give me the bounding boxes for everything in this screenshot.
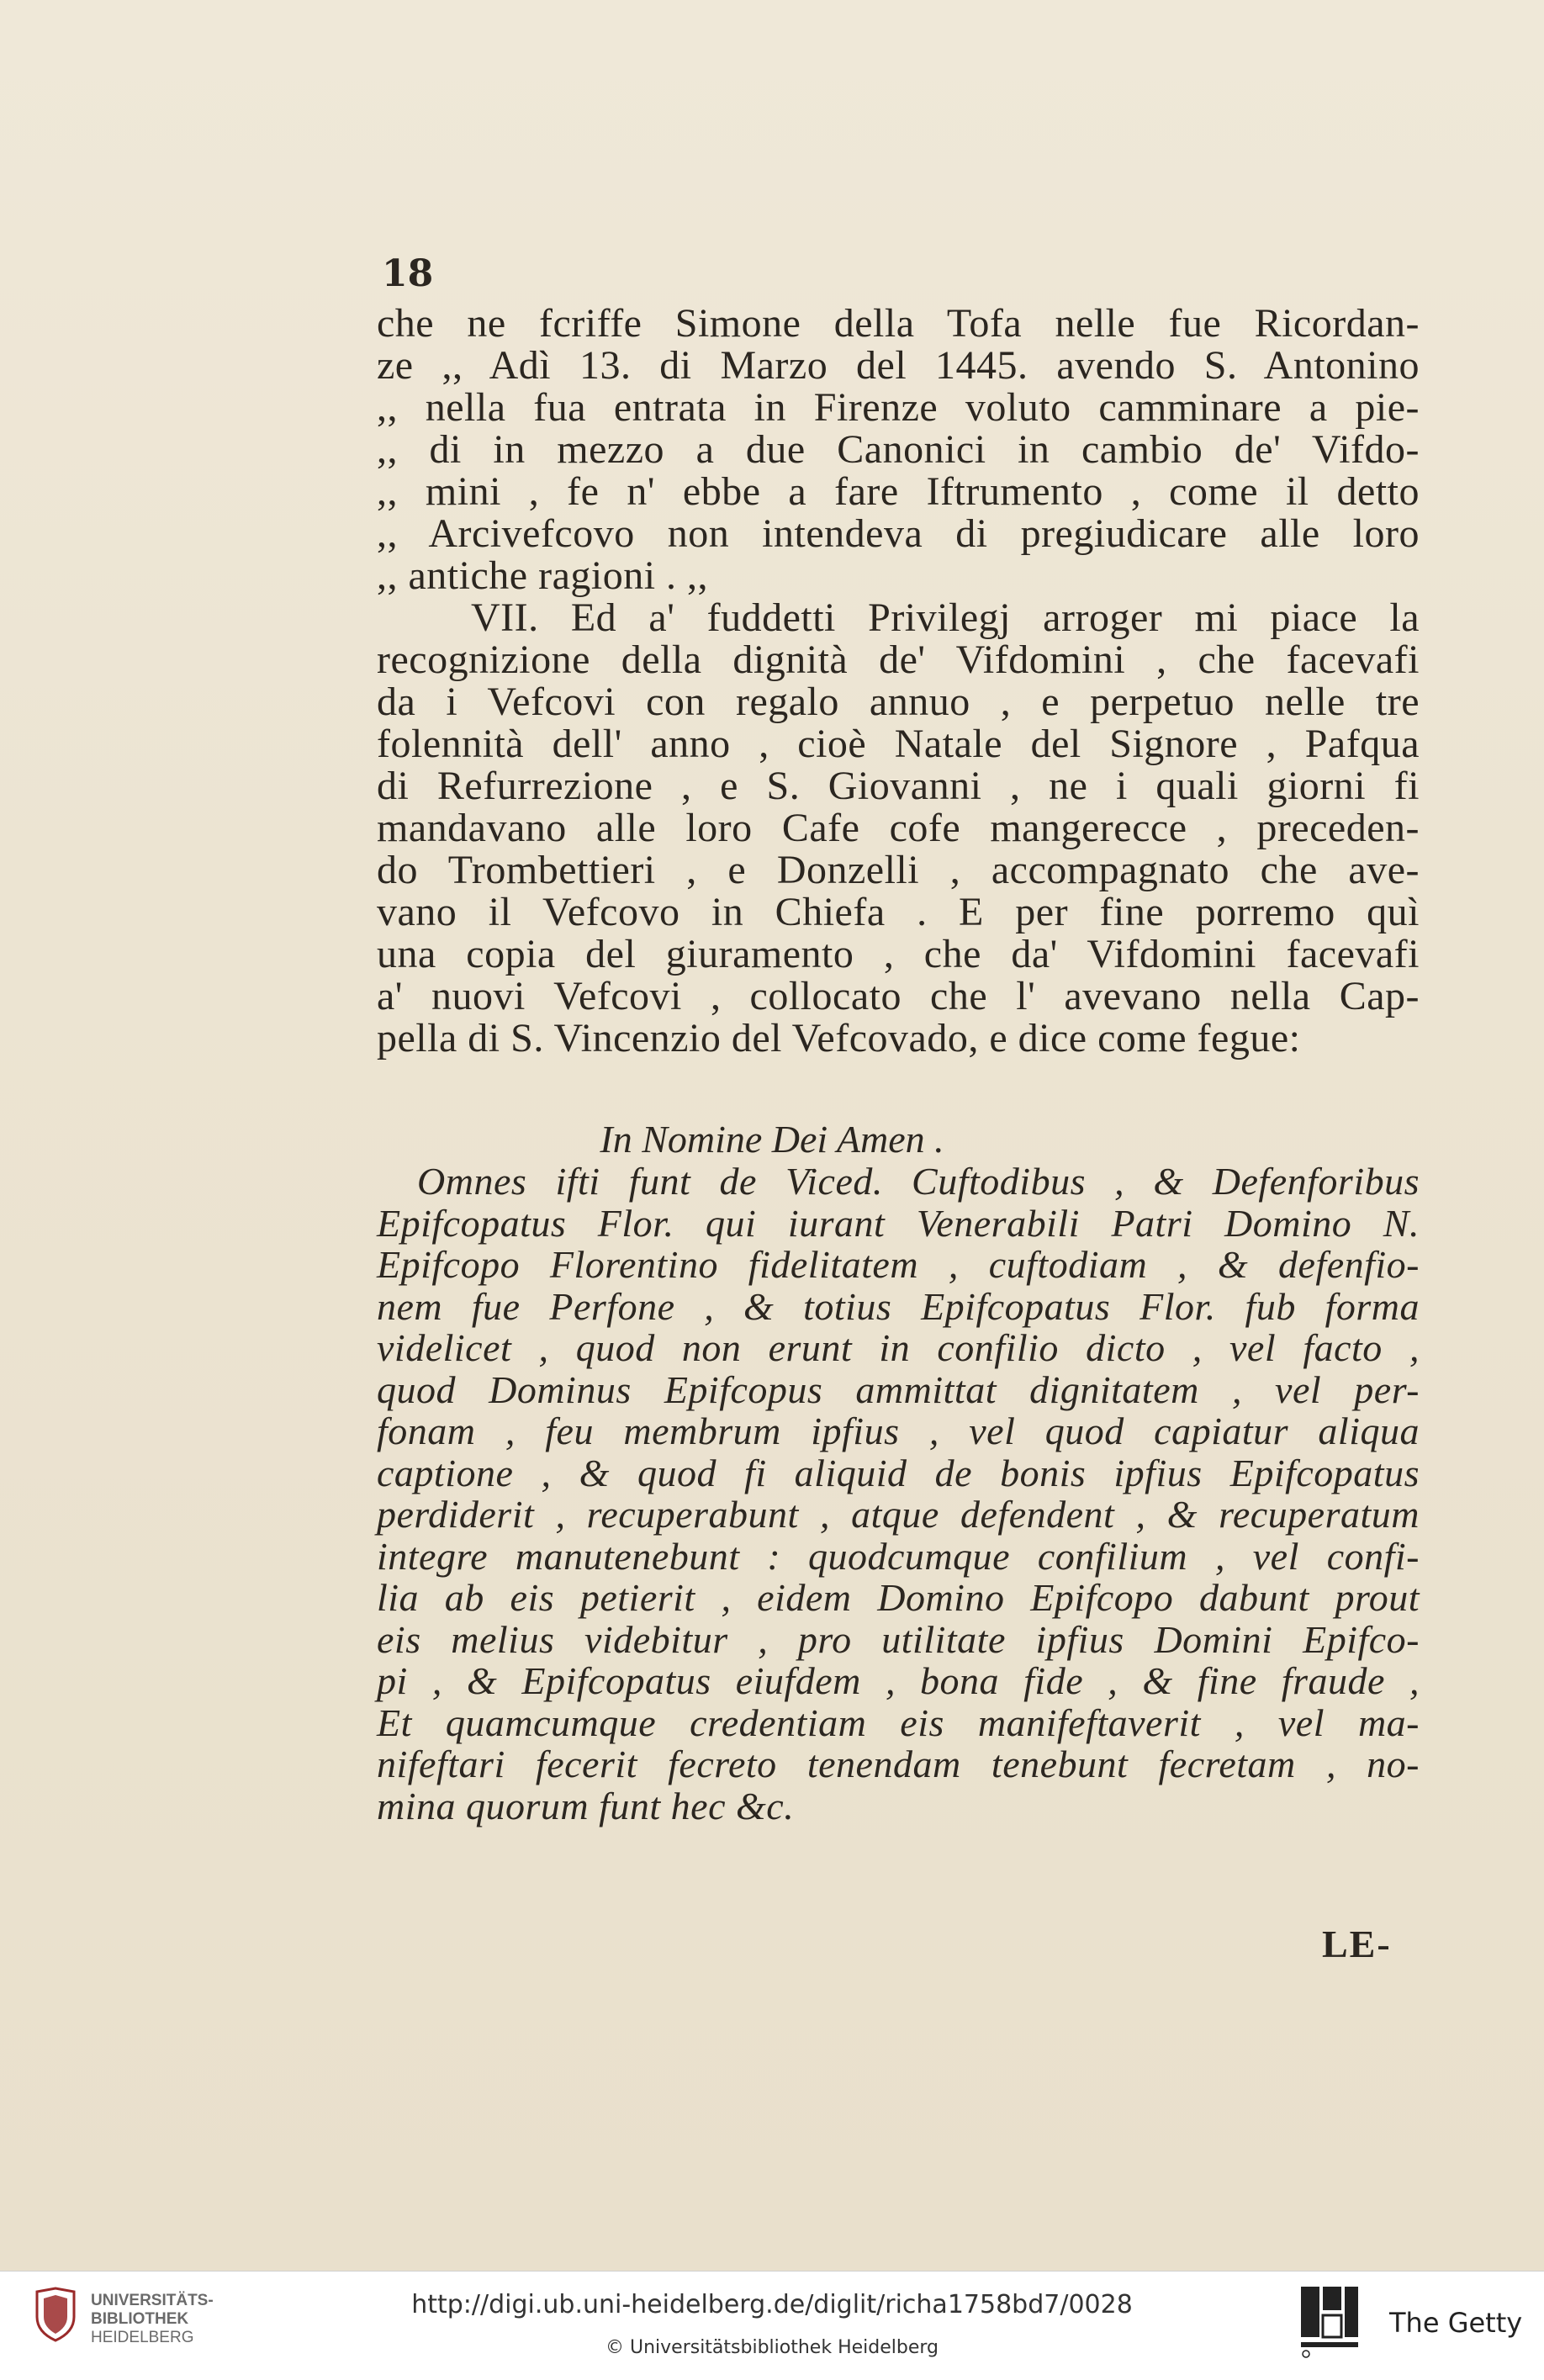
latin-text-line: perdiderit , recuperabunt , atque defendent , & recuperatum (377, 1493, 1420, 1536)
body-text-line: di Refurrezione , e S. Giovanni , ne i quali giorni fi (377, 764, 1420, 808)
latin-text-line: lia ab eis petierit , eidem Domino Epifcopo dabunt prout (377, 1576, 1420, 1619)
body-text-line: a' nuovi Vefcovi , collocato che l' avevano nella Cap- (377, 974, 1420, 1018)
latin-text-line: nifeftari fecerit fecreto tenendam tenebunt fecretam , no- (377, 1743, 1420, 1785)
body-text-line: ,, nella fua entrata in Firenze voluto camminare a pie- (377, 385, 1420, 430)
body-text-line: recognizione della dignità de' Vifdomini , che facevafi (377, 637, 1420, 682)
body-text-line: do Trombettieri , e Donzelli , accompagnato che ave- (377, 848, 1420, 892)
latin-text-line: Et quamcumque credentiam eis manifeftaverit , vel ma- (377, 1700, 1420, 1744)
italian-body-text (377, 303, 1420, 1060)
getty-logo-icon (1299, 2283, 1362, 2359)
copyright-notice: © Universitätsbibliothek Heidelberg (605, 2337, 939, 2358)
body-text-line: ze ,, Adì 13. di Marzo del 1445. avendo S. Antonino (377, 343, 1420, 388)
latin-text-line: videlicet , quod non erunt in confilio dicto , vel facto , (377, 1326, 1420, 1369)
library-city-text: HEIDELBERG (91, 2329, 194, 2346)
body-text-line: VII. Ed a' fuddetti Privilegj arroger mi piace la (471, 595, 1420, 640)
latin-oath-text (377, 1161, 1420, 1827)
latin-text-line: quod Dominus Epifcopus ammittat dignitatem , vel per- (377, 1367, 1420, 1411)
body-text-line: mandavano alle loro Cafe cofe mangerecce , preceden- (377, 806, 1420, 850)
latin-text-line: captione , & quod fi aliquid de bonis ipfius Epifcopatus (377, 1451, 1420, 1494)
page-number: 18 (382, 252, 434, 295)
library-name-text: UNIVERSITÄTS- BIBLIOTHEK (91, 2292, 214, 2328)
latin-text-line: eis melius videbitur , pro utilitate ipfius Domini Epifco- (377, 1617, 1420, 1661)
latin-text-line: fonam , feu membrum ipfius , vel quod capiatur aliqua (377, 1409, 1420, 1452)
body-text-line: ,, mini , fe n' ebbe a fare Iftrumento , come il detto (377, 469, 1420, 514)
body-text-line: da i Vefcovi con regalo annuo , e perpetuo nelle tre (377, 680, 1420, 724)
body-text-line: che ne fcriffe Simone della Tofa nelle fue Ricordan- (377, 301, 1420, 346)
latin-text-line: nem fue Perfone , & totius Epifcopatus Flor. fub forma (377, 1284, 1420, 1328)
catchword: LE- (1322, 1923, 1392, 1965)
latin-text-line: mina quorum funt hec &c. (377, 1784, 795, 1827)
body-text-line: una copia del giuramento , che da' Vifdomini facevafi (377, 932, 1420, 976)
getty-name: The Getty (1389, 2307, 1523, 2339)
latin-text-line: pi , & Epifcopatus eiufdem , bona fide , & fine fraude , (377, 1659, 1420, 1702)
latin-text-line: Epifcopatus Flor. qui iurant Venerabili Patri Domino N. (377, 1201, 1420, 1245)
body-text-line: pella di S. Vincenzio del Vefcovado, e dice come fegue: (377, 1016, 1301, 1060)
body-text-line: folennità dell' anno , cioè Natale del Signore , Pafqua (377, 722, 1420, 766)
latin-text-line: Omnes ifti funt de Viced. Cuftodibus , & Defenforibus (417, 1160, 1420, 1203)
viewer-footer (0, 2271, 1544, 2380)
body-text-line: ,, Arcivefcovo non intendeva di pregiudicare alle loro (377, 511, 1420, 556)
latin-text-line: Epifcopo Florentino fidelitatem , cuftodiam , & defenfio- (377, 1243, 1420, 1286)
body-text-line: ,, antiche ragioni . ,, (377, 553, 709, 598)
latin-text-line: integre manutenebunt : quodcumque confilium , vel confi- (377, 1534, 1420, 1578)
body-text-line: ,, di in mezzo a due Canonici in cambio de' Vifdo- (377, 427, 1420, 472)
body-text-line: vano il Vefcovo in Chiefa . E per fine porremo quì (377, 890, 1420, 934)
permalink-url[interactable]: http://digi.ub.uni-heidelberg.de/diglit/richa1758bd7/0028 (411, 2290, 1133, 2319)
latin-section-heading: In Nomine Dei Amen . (600, 1118, 944, 1161)
